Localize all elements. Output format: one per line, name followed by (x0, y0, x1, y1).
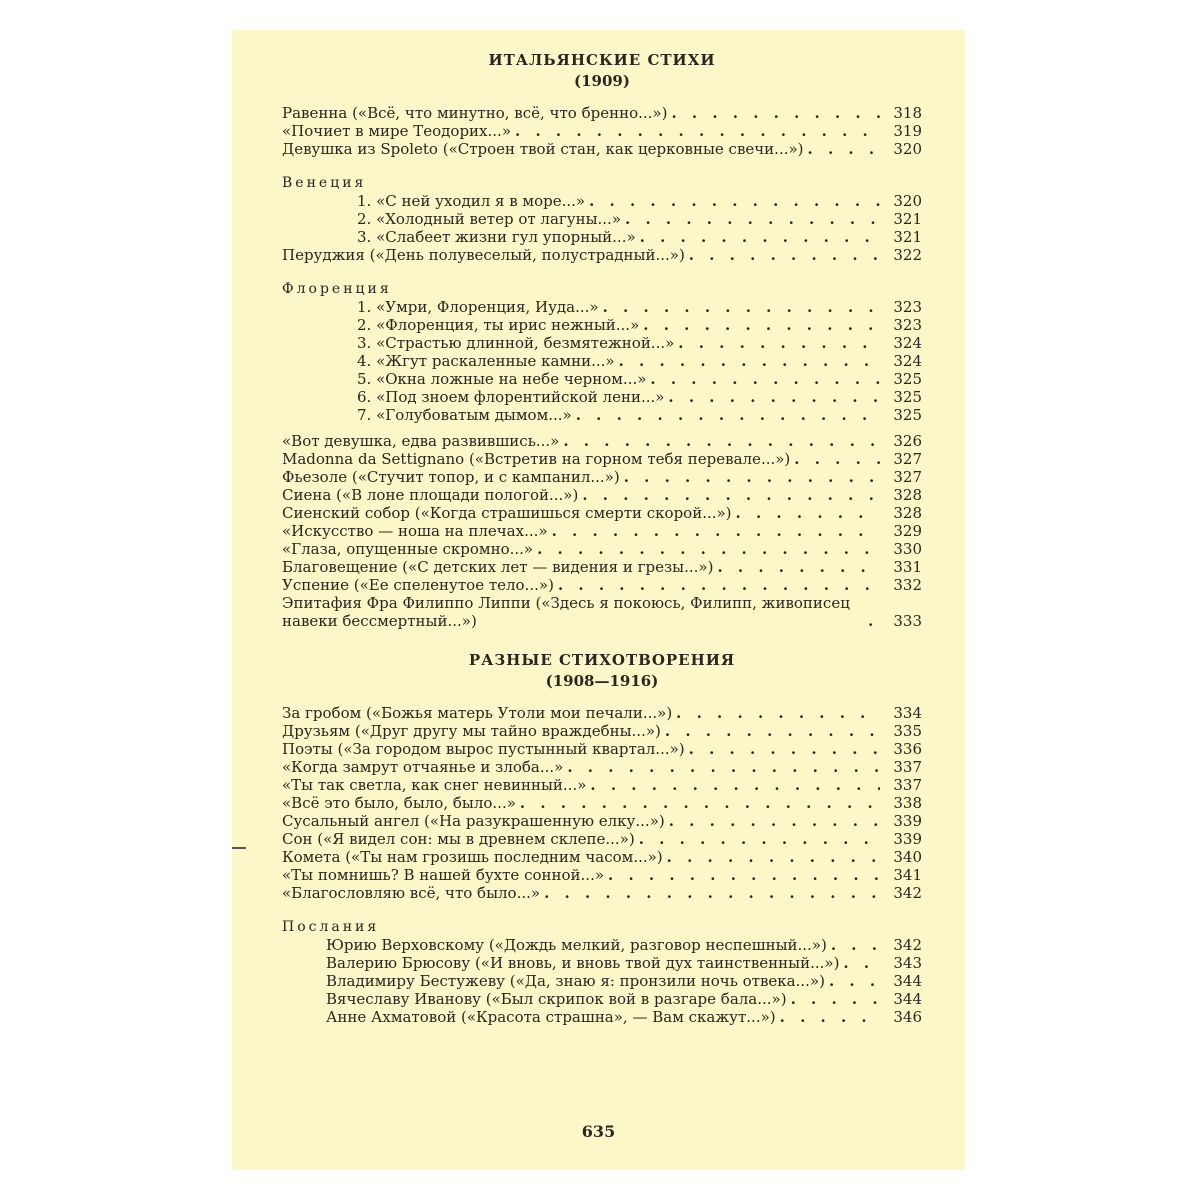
dot-leader (665, 722, 880, 740)
toc-entry (282, 990, 922, 1008)
entry-page-number: 336 (893, 740, 922, 758)
entry-list (282, 432, 922, 630)
toc-entry (282, 866, 922, 884)
dot-leader (669, 812, 880, 830)
toc-entry (282, 776, 922, 794)
entry-page-number: 335 (893, 722, 922, 740)
entry-title: 3. «Страстью длинной, безмятежной...» (357, 334, 675, 352)
entry-title: «Ты так светла, как снег невинный...» (282, 776, 587, 794)
entry-title: «Глаза, опущенные скромно...» (282, 540, 534, 558)
entry-page-number: 322 (893, 246, 922, 264)
dot-leader (736, 504, 880, 522)
entry-page-number: 325 (893, 388, 922, 406)
entry-page-number: 346 (893, 1008, 922, 1026)
entry-page-number: 329 (893, 522, 922, 540)
entry-page-number: 324 (893, 352, 922, 370)
toc-entry (282, 594, 922, 630)
toc-entry (282, 140, 922, 158)
entry-page-number: 321 (893, 228, 922, 246)
dot-leader (520, 794, 880, 812)
entry-page-number: 330 (893, 540, 922, 558)
toc-entry (282, 122, 922, 140)
toc-entry (282, 848, 922, 866)
dot-leader (558, 576, 880, 594)
entry-page-number: 321 (893, 210, 922, 228)
entry-page-number: 324 (893, 334, 922, 352)
entry-page-number: 320 (893, 192, 922, 210)
entry-page-number: 320 (893, 140, 922, 158)
toc-entry (282, 740, 922, 758)
entry-title: Юрию Верховскому («Дождь мелкий, разговор неспешный...») (326, 936, 827, 954)
dot-leader (671, 104, 880, 122)
toc-entry (282, 432, 922, 450)
table-of-contents (282, 50, 922, 1026)
entry-page-number: 333 (893, 612, 922, 630)
group-title: Послания (282, 919, 380, 935)
entry-title: 2. «Флоренция, ты ирис нежный...» (357, 316, 640, 334)
entry-title: Вячеславу Иванову («Был скрипок вой в разгаре бала...») (326, 990, 787, 1008)
entry-page-number: 318 (893, 104, 922, 122)
dot-leader (590, 776, 880, 794)
dot-leader (843, 954, 880, 972)
entry-page-number: 341 (893, 866, 922, 884)
entry-list (282, 246, 922, 264)
toc-entry (282, 104, 922, 122)
dot-leader (829, 972, 880, 990)
toc-entry (282, 246, 922, 264)
toc-entry (282, 192, 922, 210)
entry-title: За гробом («Божья матерь Утоли мои печали...») (282, 704, 673, 722)
entry-title: «Вот девушка, едва развившись...» (282, 432, 560, 450)
toc-entry (282, 812, 922, 830)
group-title: Венеция (282, 175, 367, 191)
entry-page-number: 340 (893, 848, 922, 866)
dot-leader (717, 558, 880, 576)
dot-leader (791, 990, 880, 1008)
toc-entry (282, 722, 922, 740)
dot-leader (676, 704, 880, 722)
entry-page-number: 327 (893, 468, 922, 486)
toc-entry (282, 522, 922, 540)
entry-page-number: 342 (893, 936, 922, 954)
toc-entry (282, 450, 922, 468)
dot-leader (650, 370, 880, 388)
dot-leader (589, 192, 880, 210)
dot-leader (689, 740, 880, 758)
dot-leader (552, 522, 880, 540)
toc-entry (282, 468, 922, 486)
entry-title: 3. «Слабеет жизни гул упорный...» (357, 228, 636, 246)
entry-title: Madonna da Settignano («Встретив на горном тебя перевале...») (282, 450, 791, 468)
toc-entry (282, 936, 922, 954)
entry-title: Девушка из Spoleto («Строен твой стан, как церковные свечи...») (282, 140, 804, 158)
toc-entry (282, 794, 922, 812)
entry-title: «Когда замрут отчаянье и злоба...» (282, 758, 564, 776)
entry-title: 1. «С ней уходил я в море...» (357, 192, 586, 210)
dot-leader (576, 406, 880, 424)
entry-page-number: 328 (893, 486, 922, 504)
entry-title: «Всё это было, было, было...» (282, 794, 516, 812)
entry-title: 1. «Умри, Флоренция, Иуда...» (357, 298, 599, 316)
margin-mark (232, 847, 246, 849)
toc-entry (282, 972, 922, 990)
toc-entry (282, 228, 922, 246)
dot-leader (603, 298, 880, 316)
dot-leader (544, 884, 880, 902)
entry-page-number: 344 (893, 990, 922, 1008)
entry-page-number: 334 (893, 704, 922, 722)
entry-list (282, 298, 922, 424)
dot-leader (643, 316, 880, 334)
entry-title: Анне Ахматовой («Красота страшна», — Вам скажут...») (326, 1008, 776, 1026)
toc-entry (282, 210, 922, 228)
dot-leader (537, 540, 880, 558)
entry-title: Сусальный ангел («На разукрашенную елку...») (282, 812, 665, 830)
entry-page-number: 342 (893, 884, 922, 902)
section-title: ИТАЛЬЯНСКИЕ СТИХИ (488, 51, 716, 69)
entry-page-number: 328 (893, 504, 922, 522)
toc-entry (282, 316, 922, 334)
entry-list (282, 104, 922, 158)
entry-title: «Почиет в мире Теодорих...» (282, 122, 511, 140)
toc-entry (282, 406, 922, 424)
toc-entry (282, 370, 922, 388)
dot-leader (567, 758, 880, 776)
group-title: Флоренция (282, 281, 392, 297)
entry-title: Друзьям («Друг другу мы тайно враждебны...») (282, 722, 661, 740)
entry-title: «Искусство — ноша на плечах...» (282, 522, 548, 540)
dot-leader (667, 848, 880, 866)
dot-leader (808, 140, 880, 158)
toc-entry (282, 954, 922, 972)
entry-page-number: 327 (893, 450, 922, 468)
entry-page-number: 338 (893, 794, 922, 812)
toc-entry (282, 352, 922, 370)
entry-page-number: 323 (893, 316, 922, 334)
entry-title: «Благословляю всё, что было...» (282, 884, 541, 902)
entry-page-number: 319 (893, 122, 922, 140)
section-years: (1908—1916) (545, 672, 659, 690)
entry-page-number: 339 (893, 830, 922, 848)
dot-leader (582, 486, 880, 504)
dot-leader (668, 388, 880, 406)
toc-entry (282, 704, 922, 722)
page-number: 635 (581, 1122, 616, 1141)
toc-entry (282, 504, 922, 522)
toc-entry (282, 558, 922, 576)
entry-title: Владимиру Бестужеву («Да, знаю я: пронзили ночь отвека...») (326, 972, 825, 990)
entry-page-number: 337 (893, 758, 922, 776)
dot-leader (619, 352, 880, 370)
entry-page-number: 325 (893, 406, 922, 424)
section-years: (1909) (574, 72, 630, 90)
entry-title: Поэты («За городом вырос пустынный квартал...») (282, 740, 685, 758)
entry-title: Равенна («Всё, что минутно, всё, что бренно...») (282, 104, 668, 122)
entry-page-number: 344 (893, 972, 922, 990)
toc-entry (282, 486, 922, 504)
dot-leader (624, 468, 880, 486)
dot-leader (678, 334, 880, 352)
entry-page-number: 343 (893, 954, 922, 972)
toc-entry (282, 576, 922, 594)
dot-leader (780, 1008, 880, 1026)
dot-leader (625, 210, 880, 228)
entry-title: 2. «Холодный ветер от лагуны...» (357, 210, 622, 228)
toc-entry (282, 830, 922, 848)
entry-title: Фьезоле («Стучит топор, и с кампанил...») (282, 468, 620, 486)
entry-title: Сиенский собор («Когда страшишься смерти скорой...») (282, 504, 732, 522)
entry-list (282, 704, 922, 902)
entry-title: 7. «Голубоватым дымом...» (357, 406, 572, 424)
dot-leader (794, 450, 880, 468)
entry-title: 5. «Окна ложные на небе черном...» (357, 370, 647, 388)
entry-page-number: 339 (893, 812, 922, 830)
section-title: РАЗНЫЕ СТИХОТВОРЕНИЯ (468, 651, 736, 669)
dot-leader (563, 432, 880, 450)
entry-list (282, 192, 922, 246)
entry-title: Эпитафия Фра Филиппо Липпи («Здесь я покоюсь, Филипп, живописец навеки бессмертный...») (282, 594, 850, 630)
dot-leader (689, 246, 880, 264)
entry-title: Комета («Ты нам грозишь последним часом...») (282, 848, 663, 866)
toc-entry (282, 334, 922, 352)
entry-page-number: 323 (893, 298, 922, 316)
dot-leader (608, 866, 880, 884)
toc-entry (282, 758, 922, 776)
book-page (232, 30, 965, 1170)
entry-page-number: 332 (893, 576, 922, 594)
entry-page-number: 326 (893, 432, 922, 450)
toc-entry (282, 388, 922, 406)
toc-entry (282, 298, 922, 316)
dot-leader (640, 228, 880, 246)
entry-title: Сон («Я видел сон: мы в древнем склепе...») (282, 830, 635, 848)
toc-entry (282, 884, 922, 902)
entry-title: «Ты помнишь? В нашей бухте сонной...» (282, 866, 605, 884)
entry-title: Валерию Брюсову («И вновь, и вновь твой дух таинственный...») (326, 954, 840, 972)
toc-entry (282, 1008, 922, 1026)
entry-title: Успение («Ее спеленутое тело...») (282, 576, 554, 594)
toc-entry (282, 540, 922, 558)
entry-page-number: 325 (893, 370, 922, 388)
dot-leader (515, 122, 880, 140)
dot-leader (868, 612, 880, 630)
entry-list (282, 936, 922, 1026)
entry-title: Сиена («В лоне площади пологой...») (282, 486, 579, 504)
entry-title: 6. «Под зноем флорентийской лени...» (357, 388, 665, 406)
entry-page-number: 337 (893, 776, 922, 794)
dot-leader (639, 830, 880, 848)
dot-leader (831, 936, 880, 954)
entry-title: Благовещение («С детских лет — видения и грезы...») (282, 558, 714, 576)
entry-title: Перуджия («День полувеселый, полустрадный...») (282, 246, 685, 264)
entry-page-number: 331 (893, 558, 922, 576)
entry-title: 4. «Жгут раскаленные камни...» (357, 352, 615, 370)
